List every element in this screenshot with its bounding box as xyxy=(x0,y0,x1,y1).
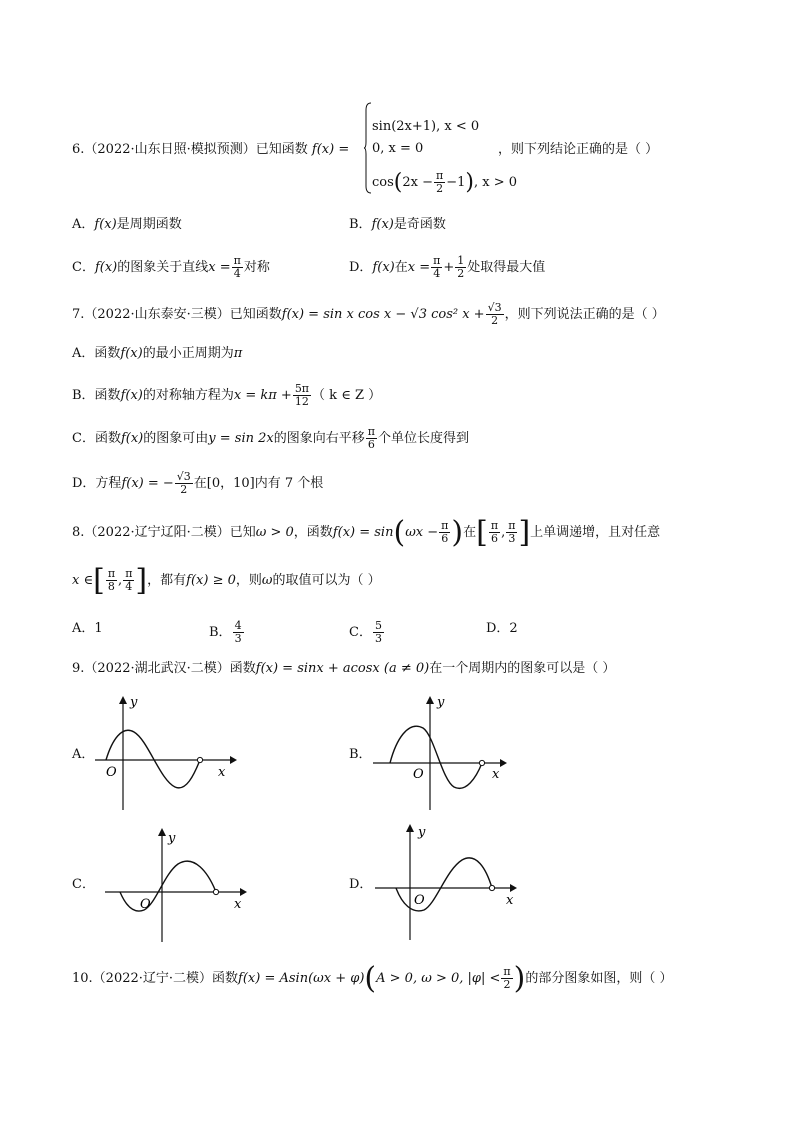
graph-b-y-arrow xyxy=(426,696,434,704)
q8-stem-line1: 8.（2022·辽宁辽阳·二模）已知ω > 0，函数f(x) = sin(ωx − $\frac{\pi}{6}$ )在[ $\frac{\pi}{6}$ , $\frac{\pi}{3}$ ]上单调递增，且对任意 xyxy=(72,515,661,550)
q8-mid3: 上单调递增，且对任意 xyxy=(530,525,661,540)
q6-option-b[interactable] xyxy=(349,216,446,234)
q6-option-d-frac1: $\frac{\pi}{4}$ xyxy=(433,254,441,280)
graph-c-curve xyxy=(120,861,216,911)
q7-option-c-text3: 个单位长度得到 xyxy=(377,431,469,446)
q7-option-a-label: A．函数 xyxy=(72,346,121,361)
q6-option-d-label: D． xyxy=(349,260,373,275)
q6-option-c-frac: $\frac{\pi}{4}$ xyxy=(233,254,241,280)
q8-int2-frac1: $\frac{\pi}{8}$ xyxy=(107,567,116,593)
q8-omega2: ω xyxy=(261,573,273,588)
q6-option-b-label: B． xyxy=(349,217,372,232)
graph-a-x-label: x xyxy=(218,765,226,780)
q6-case1-text: sin(2x+1), x < 0 xyxy=(372,119,480,134)
q7-option-c-text2: 的图象向右平移 xyxy=(273,431,365,446)
q6-option-a-label: A． xyxy=(72,217,95,232)
q6-option-c-text2: 对称 xyxy=(243,260,270,275)
q6-option-d-fx: f(x) xyxy=(372,260,395,275)
q6-case3-cos: cos xyxy=(372,175,394,190)
q6-case3-frac: $\frac{\pi}{2}$ xyxy=(436,169,444,195)
q8-prefix: 8.（2022·辽宁辽阳·二模）已知 xyxy=(72,525,256,540)
q8-mid5: ，则 xyxy=(235,573,262,588)
q6-brace xyxy=(364,102,372,194)
q8-mid4: ，都有 xyxy=(147,573,187,588)
graph-c-x-arrow xyxy=(240,888,247,896)
graph-d-x-label: x xyxy=(506,893,514,908)
graph-b-origin: O xyxy=(413,767,424,782)
q6-option-a-text: 是周期函数 xyxy=(116,217,182,232)
q6-case3-minus: −1 xyxy=(446,175,466,190)
graph-b-x-arrow xyxy=(500,759,507,767)
q6-option-c-fx: f(x) xyxy=(94,260,118,275)
q8-int2-frac2: $\frac{\pi}{4}$ xyxy=(125,567,133,593)
q7-option-b-text: 的对称轴方程为 xyxy=(142,388,234,403)
q6-suffix-text: ，则下列结论正确的是（ ） xyxy=(498,142,659,157)
q6-option-d-text2: 处取得最大值 xyxy=(467,260,546,275)
q6-option-b-text: 是奇函数 xyxy=(393,217,446,232)
graph-c-x-label: x xyxy=(234,897,242,912)
q6-option-c-x: x = xyxy=(208,260,231,275)
q8-option-b-label: B． xyxy=(209,625,232,640)
q8-fx: f(x) = sin xyxy=(332,525,394,540)
graph-d-y-label: y xyxy=(418,825,426,840)
graph-d-endpoint xyxy=(489,885,494,890)
q6-case3-arg: 2x − xyxy=(402,175,434,190)
q9-graph-c[interactable] xyxy=(100,822,260,947)
q8-option-b-frac: $\frac{4}{3}$ xyxy=(234,619,242,645)
graph-c-y-arrow xyxy=(158,828,166,836)
q7-option-b[interactable] xyxy=(72,383,381,408)
graph-c-endpoint xyxy=(213,889,218,894)
q9-option-d[interactable] xyxy=(349,876,372,894)
q9-option-b-label: B． xyxy=(349,747,372,762)
q10-prefix: 10.（2022·辽宁·二模）函数 xyxy=(72,971,239,986)
q7-option-d-fx: f(x) = − xyxy=(121,476,174,491)
q8-suffix: 的取值可以为（ ） xyxy=(272,573,381,588)
q8-mid1: ，函数 xyxy=(293,525,333,540)
q7-option-c-label: C．函数 xyxy=(72,431,121,446)
q8-mid2: 在 xyxy=(463,525,477,540)
q8-option-a-text: A．1 xyxy=(72,621,103,636)
q6-option-d-x: x = xyxy=(407,260,431,275)
q7-option-b-label: B．函数 xyxy=(72,388,121,403)
q6-fx: f(x) = xyxy=(311,142,350,157)
q8-option-d-text: D．2 xyxy=(486,621,518,636)
q6-option-a-fx: f(x) xyxy=(94,217,117,232)
q9-graph-a[interactable] xyxy=(90,690,250,815)
q8-option-c-label: C． xyxy=(349,625,372,640)
graph-d-x-arrow xyxy=(510,884,517,892)
graph-a-x-arrow xyxy=(230,756,237,764)
q8-arg: ωx − xyxy=(405,525,439,540)
q10-expr: f(x) = Asin(ωx + φ) xyxy=(238,971,365,986)
q8-option-c-frac: $\frac{5}{3}$ xyxy=(374,619,382,645)
q7-prefix: 7.（2022·山东泰安·三模）已知函数 xyxy=(72,307,282,322)
graph-c-origin: O xyxy=(140,897,151,912)
q9-option-a-label: A． xyxy=(72,747,95,762)
q6-case2 xyxy=(372,140,423,158)
q8-int-frac1: $\frac{\pi}{6}$ xyxy=(490,519,499,545)
q9-option-c[interactable] xyxy=(72,876,95,894)
q7-option-d-text: 在[0，10]内有 7 个根 xyxy=(193,476,324,491)
q10-stem: 10.（2022·辽宁·二模）函数f(x) = Asin(ωx + φ)(A > 0, ω > 0, |φ| < $\frac{\pi}{2}$ )的部分图象如图，则（ ） xyxy=(72,961,673,996)
q7-frac: $\frac{√3}{2}$ xyxy=(487,301,502,327)
q6-case3-cond: , x > 0 xyxy=(474,175,518,190)
q7-stem xyxy=(72,302,665,327)
q8-omega: ω > 0 xyxy=(255,525,294,540)
q8-option-a[interactable] xyxy=(72,620,103,638)
q10-cond: A > 0, ω > 0, |φ| < xyxy=(376,971,501,986)
graph-a-y-arrow xyxy=(119,696,127,704)
q7-option-b-expr: x = kπ + xyxy=(233,388,292,403)
graph-c-y-label: y xyxy=(168,831,176,846)
q6-option-b-fx: f(x) xyxy=(371,217,394,232)
q7-option-b-frac: $\frac{5\pi}{12}$ xyxy=(294,382,310,408)
q6-option-d-text1: 在 xyxy=(394,260,408,275)
q8-x-in: x ∈ xyxy=(72,573,94,588)
q7-option-b-fx: f(x) xyxy=(120,388,143,403)
q6-stem xyxy=(72,141,349,159)
q6-case2-text: 0, x = 0 xyxy=(372,141,424,156)
q7-option-c[interactable] xyxy=(72,426,469,451)
q7-option-a-fx: f(x) xyxy=(120,346,143,361)
graph-b-y-label: y xyxy=(437,695,445,710)
graph-b-endpoint xyxy=(479,760,484,765)
q7-option-c-fx: f(x) xyxy=(120,431,144,446)
q7-option-c-frac: $\frac{\pi}{6}$ xyxy=(367,425,375,451)
q6-option-d-frac2: $\frac{1}{2}$ xyxy=(457,254,465,280)
graph-d-origin: O xyxy=(414,893,425,908)
q6-case3: cos(2x − $\frac{\pi}{2}$ −1), x > 0 xyxy=(372,169,518,195)
graph-a-curve xyxy=(106,730,200,788)
q9-graph-d[interactable] xyxy=(370,818,530,943)
q7-option-c-text1: 的图象可由 xyxy=(143,431,209,446)
graph-b-x-label: x xyxy=(492,767,500,782)
q10-suffix: 的部分图象如图，则（ ） xyxy=(525,971,673,986)
q7-option-a-pi: π xyxy=(233,346,243,361)
q7-option-d[interactable] xyxy=(72,471,323,496)
q7-option-d-frac: $\frac{√3}{2}$ xyxy=(176,470,191,496)
q10-cond-frac: $\frac{\pi}{2}$ xyxy=(503,965,511,991)
q6-suffix xyxy=(498,141,658,159)
q6-prefix: 6.（2022·山东日照·模拟预测）已知函数 xyxy=(72,142,308,157)
q8-cond: f(x) ≥ 0 xyxy=(186,573,236,588)
graph-b-curve xyxy=(390,726,482,788)
q6-option-a[interactable] xyxy=(72,216,182,234)
q8-int-frac2: $\frac{\pi}{3}$ xyxy=(508,519,516,545)
q7-option-a[interactable] xyxy=(72,345,242,363)
q9-stem xyxy=(72,660,615,678)
q6-case1 xyxy=(372,118,479,136)
q9-prefix: 9.（2022·湖北武汉·二模）函数 xyxy=(72,661,256,676)
q7-option-c-y: y = sin 2x xyxy=(208,431,274,446)
q6-option-c[interactable] xyxy=(72,255,270,280)
q7-option-a-text: 的最小正周期为 xyxy=(142,346,234,361)
q6-option-c-text1: 的图象关于直线 xyxy=(117,260,209,275)
q9-expr: f(x) = sinx + acosx (a ≠ 0) xyxy=(255,661,430,676)
q7-option-b-tail: （ k ∈ Z ） xyxy=(312,388,382,403)
q9-option-d-label: D． xyxy=(349,877,373,892)
graph-a-origin: O xyxy=(106,765,117,780)
q6-option-c-label: C． xyxy=(72,260,95,275)
q9-option-c-label: C． xyxy=(72,877,95,892)
graph-d-y-arrow xyxy=(406,824,414,832)
q7-expr: f(x) = sin x cos x − √3 cos² x + xyxy=(281,307,485,322)
q8-arg-frac: $\frac{\pi}{6}$ xyxy=(441,519,449,545)
q8-option-d[interactable] xyxy=(486,620,518,638)
q9-suffix: 在一个周期内的图象可以是（ ） xyxy=(429,661,616,676)
q9-graph-b[interactable] xyxy=(368,690,528,815)
q7-suffix: ，则下列说法正确的是（ ） xyxy=(504,307,665,322)
graph-a-endpoint xyxy=(197,757,202,762)
q8-stem-line2: x ∈[ $\frac{\pi}{8}$ , $\frac{\pi}{4}$ ]，都有f(x) ≥ 0，则ω的取值可以为（ ） xyxy=(72,563,381,598)
q8-option-b[interactable] xyxy=(209,620,245,645)
q6-option-d[interactable] xyxy=(349,255,545,280)
q6-option-d-plus: + xyxy=(443,260,455,275)
q8-option-c[interactable] xyxy=(349,620,385,645)
q7-option-d-label: D．方程 xyxy=(72,476,122,491)
graph-a-y-label: y xyxy=(130,695,138,710)
